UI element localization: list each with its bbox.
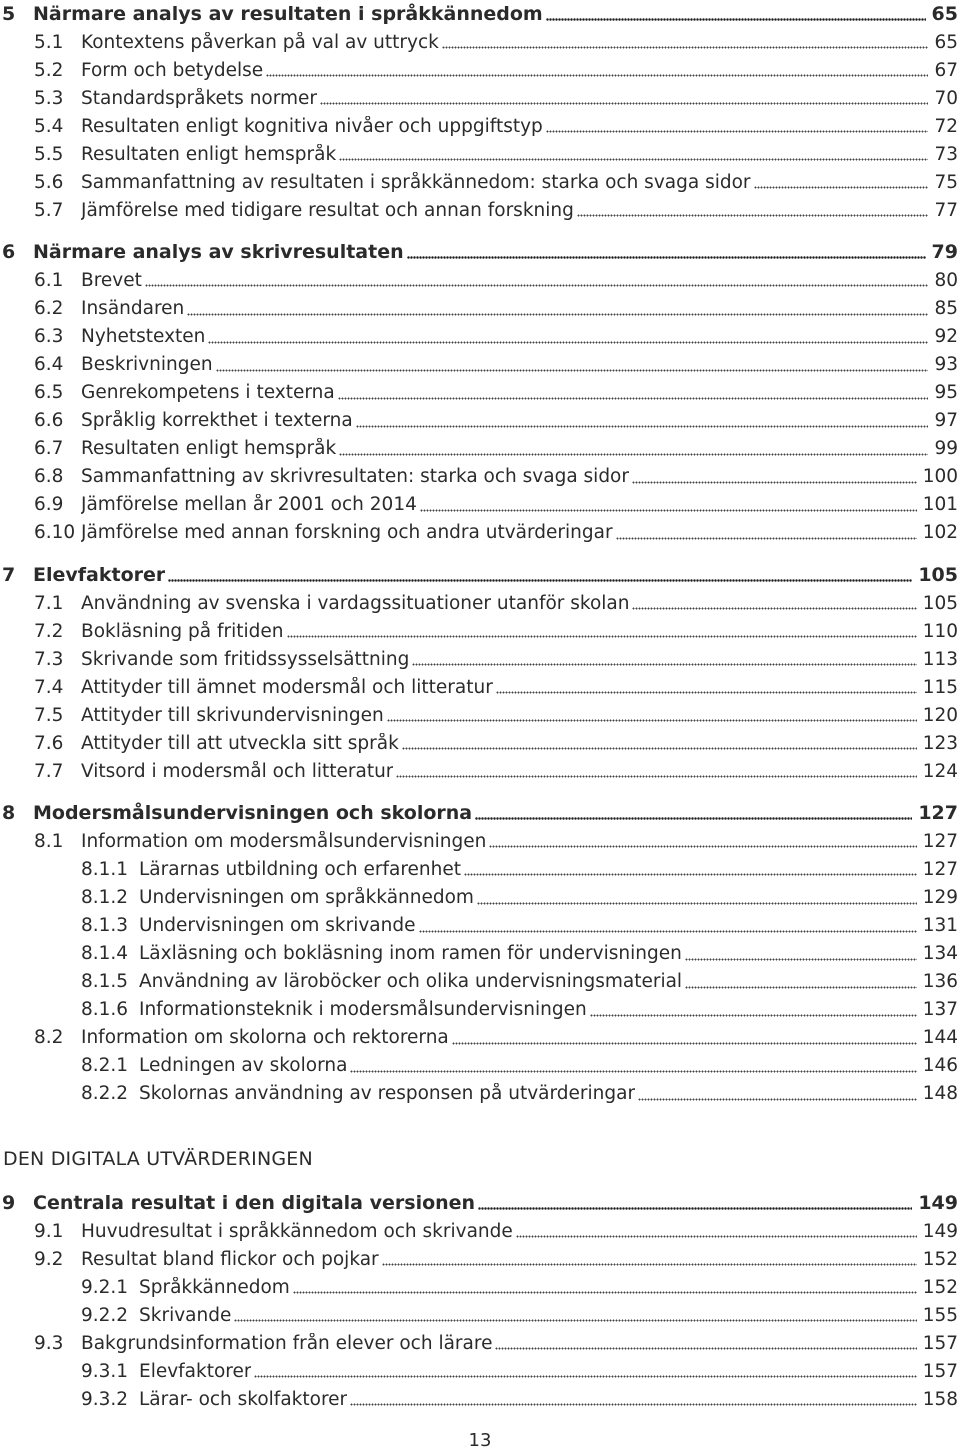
toc-entry-page: 85 [934,298,958,319]
toc-entry[interactable] [0,827,960,855]
toc-entry-title: Centrala resultat i den digitala versionen [33,1192,476,1214]
toc-entry[interactable] [0,323,960,351]
toc-entry-page: 158 [922,1388,958,1410]
toc-leader-dots [489,827,916,855]
toc-entry-title: Sammanfattning av resultaten i språkkännedom: starka och svaga sidor [81,171,751,193]
toc-entry-number: 5.2 [34,59,64,81]
toc-entry-number: 6.5 [34,382,64,404]
toc-entry-page: 102 [922,522,958,544]
toc-entry-title: Huvudresultat i språkkännedom och skrivande [81,1220,513,1242]
toc-entry-page: 73 [934,143,958,165]
toc-entry-page: 129 [922,887,958,908]
toc-leader-dots [442,28,929,56]
toc-leader-dots [254,1357,916,1385]
toc-entry-number: 6.4 [34,354,64,376]
toc-entry-number: 7.2 [34,620,64,642]
toc-entry-title: Resultaten enligt kognitiva nivåer och uppgiftstyp [81,115,543,137]
toc-entry-title: Närmare analys av skrivresultaten [33,241,404,264]
toc-entry-title: Genrekompetens i texterna [81,382,335,404]
toc-leader-dots [350,1385,917,1413]
toc-entry-number: 7.4 [34,676,64,698]
toc-entry[interactable] [0,1385,960,1413]
toc-entry-page: 80 [934,269,958,291]
toc-leader-dots [145,266,929,294]
toc-entry[interactable] [0,701,960,729]
toc-leader-dots [477,884,917,912]
toc-entry-title: Attityder till ämnet modersmål och litteratur [81,676,493,698]
toc-entry[interactable] [0,757,960,785]
toc-entry-page: 92 [934,326,958,348]
toc-entry-page: 149 [922,1220,958,1242]
toc-entry-page: 152 [922,1248,958,1270]
toc-entry-page: 72 [934,115,958,137]
toc-leader-dots [546,0,926,28]
toc-leader-dots [577,196,929,224]
toc-entry-page: 155 [922,1304,958,1326]
toc-entry-number: 6.2 [34,298,64,319]
toc-entry-title: Skrivande som fritidssysselsättning [81,648,410,670]
toc-entry-title: Attityder till att utveckla sitt språk [81,732,399,754]
toc-entry-number: 8.1.5 [81,971,129,993]
toc-entry-title: Undervisningen om skrivande [139,915,416,937]
toc-entry-page: 93 [934,354,958,376]
toc-entry-title: Form och betydelse [81,59,264,81]
toc-entry-page: 65 [934,31,958,53]
toc-leader-dots [452,1024,917,1052]
toc-entry-title: Ledningen av skolorna [139,1055,348,1077]
toc-entry-title: Språkkännedom [139,1276,290,1298]
toc-entry-title: Resultat bland flickor och pojkar [81,1248,379,1270]
toc-entry-title: Bakgrundsinformation från elever och lärare [81,1332,493,1354]
toc-entry-number: 9.2.2 [81,1304,129,1326]
toc-chapter-entry[interactable] [0,238,960,266]
toc-leader-dots [685,968,917,996]
toc-entry-title: Läxläsning och bokläsning inom ramen för undervisningen [139,943,682,965]
toc-entry-page: 149 [918,1192,958,1214]
toc-entry-title: Brevet [81,269,142,291]
toc-entry-title: Resultaten enligt hemspråk [81,438,337,460]
toc-leader-dots [320,84,928,112]
toc-entry-page: 115 [922,676,958,698]
toc-entry-number: 5.5 [34,143,64,165]
toc-entry-title: Beskrivningen [81,354,213,376]
toc-entry[interactable] [0,968,960,996]
toc-entry[interactable] [0,912,960,940]
toc-entry-title: Lärar- och skolfaktorer [139,1388,348,1410]
toc-leader-dots [420,491,917,519]
toc-chapter-entry[interactable] [0,561,960,589]
toc-entry-number: 9.2 [34,1248,64,1270]
toc-entry[interactable] [0,351,960,379]
toc-entry-number: 8.1.4 [81,943,129,965]
toc-entry-number: 5.6 [34,171,64,193]
toc-leader-dots [632,589,916,617]
toc-entry-number: 9.3.1 [81,1360,129,1382]
toc-entry-page: 146 [922,1055,958,1077]
page-number: 13 [468,1430,492,1451]
toc-entry-number: 6.10 [34,522,76,544]
toc-entry-page: 127 [918,802,958,825]
toc-entry-title: Insändaren [81,298,185,319]
toc-entry-title: Användning av svenska i vardagssituationer utanför skolan [81,592,630,614]
toc-entry[interactable] [0,196,960,224]
toc-entry-title: Sammanfattning av skrivresultaten: starka och svaga sidor [81,466,629,488]
toc-entry[interactable] [0,168,960,196]
toc-entry[interactable] [0,1217,960,1245]
toc-entry-page: 70 [934,87,958,109]
toc-entry[interactable] [0,1301,960,1329]
toc-entry-title: Information om modersmålsundervisningen [81,830,487,852]
toc-entry-page: 99 [934,438,958,460]
toc-entry-title: Vitsord i modersmål och litteratur [81,760,394,782]
toc-leader-dots [638,1080,917,1108]
toc-entry-page: 101 [922,494,958,516]
toc-leader-dots [382,1245,917,1273]
toc-chapter-entry[interactable] [0,0,960,28]
toc-entry-title: Användning av läroböcker och olika undervisningsmaterial [139,971,683,993]
toc-entry-page: 152 [922,1276,958,1298]
toc-entry-title: Elevfaktorer [139,1360,252,1382]
toc-entry-title: Nyhetstexten [81,326,206,348]
toc-leader-dots [546,112,929,140]
toc-entry-page: 100 [922,466,958,488]
toc-entry-page: 144 [922,1027,958,1049]
toc-entry-title: Närmare analys av resultaten i språkkännedom [33,3,543,25]
toc-entry[interactable] [0,855,960,883]
toc-entry[interactable] [0,996,960,1024]
toc-entry-page: 136 [922,971,958,993]
toc-entry-page: 113 [922,648,958,670]
toc-leader-dots [338,379,929,407]
toc-entry-number: 8.1.2 [81,887,129,908]
toc-entry-title: Skolornas användning av responsen på utvärderingar [139,1083,636,1105]
toc-entry-title: Information om skolorna och rektorerna [81,1027,449,1049]
toc-leader-dots [495,1329,916,1357]
toc-leader-dots [396,757,916,785]
toc-leader-dots [234,1301,916,1329]
toc-entry-number: 7.6 [34,732,64,754]
toc-leader-dots [339,435,928,463]
toc-entry-title: Jämförelse med tidigare resultat och annan forskning [81,199,574,221]
toc-leader-dots [616,519,917,547]
toc-entry[interactable] [0,589,960,617]
toc-entry-number: 8 [2,802,16,825]
toc-leader-dots [356,407,929,435]
toc-entry-page: 65 [931,3,958,25]
toc-entry-number: 7.7 [34,760,64,782]
toc-entry-title: Elevfaktorer [33,563,166,586]
toc-leader-dots [402,729,917,757]
toc-entry-page: 148 [922,1083,958,1105]
toc-entry[interactable] [0,112,960,140]
toc-entry-title: Resultaten enligt hemspråk [81,143,337,165]
toc-entry[interactable] [0,56,960,84]
toc-entry-number: 9.3 [34,1332,64,1354]
toc-entry-title: Lärarnas utbildning och erfarenhet [139,858,462,880]
toc-entry-number: 8.2 [34,1027,64,1049]
toc-entry-number: 7.5 [34,704,64,726]
toc-leader-dots [387,701,917,729]
toc-entry-title: Språklig korrekthet i texterna [81,410,353,432]
toc-leader-dots [287,617,917,645]
toc-entry-number: 9 [2,1192,16,1214]
toc-entry[interactable] [0,295,960,323]
toc-entry[interactable] [0,1357,960,1385]
toc-entry-page: 157 [922,1332,958,1354]
toc-entry[interactable] [0,645,960,673]
toc-entry-number: 8.1.6 [81,999,129,1021]
toc-entry-number: 7.3 [34,648,64,670]
toc-entry[interactable] [0,407,960,435]
toc-entry-page: 137 [922,999,958,1021]
toc-entry[interactable] [0,884,960,912]
toc-leader-dots [266,56,928,84]
toc-entry-number: 6.6 [34,410,64,432]
toc-entry-number: 6.9 [34,494,64,516]
toc-leader-dots [293,1273,917,1301]
toc-entry-number: 7.1 [34,592,64,614]
toc-leader-dots [208,323,928,351]
toc-entry[interactable] [0,617,960,645]
toc-chapter-entry[interactable] [0,1189,960,1217]
toc-entry-title: Standardspråkets normer [81,87,318,109]
toc-entry[interactable] [0,435,960,463]
toc-entry[interactable] [0,1245,960,1273]
toc-entry-number: 5.4 [34,115,64,137]
toc-entry-title: Modersmålsundervisningen och skolorna [33,802,473,825]
toc-leader-dots [516,1217,917,1245]
toc-chapter-entry[interactable] [0,799,960,827]
toc-leader-dots [632,463,917,491]
toc-entry-page: 97 [934,410,958,432]
toc-entry-title: Bokläsning på fritiden [81,620,284,642]
toc-leader-dots [685,940,917,968]
toc-entry[interactable] [0,463,960,491]
part-heading: DEN DIGITALA UTVÄRDERINGEN [3,1148,313,1170]
toc-leader-dots [754,168,929,196]
toc-entry[interactable] [0,28,960,56]
toc-entry[interactable] [0,940,960,968]
toc-leader-dots [464,855,917,883]
toc-entry-number: 8.1 [34,830,64,852]
toc-entry-page: 110 [922,620,958,642]
toc-entry-number: 8.1.3 [81,915,129,937]
toc-entry-number: 6.7 [34,438,64,460]
toc-entry[interactable] [0,379,960,407]
toc-entry[interactable] [0,266,960,294]
toc-entry[interactable] [0,1024,960,1052]
toc-entry-page: 105 [922,592,958,614]
toc-entry-number: 8.2.1 [81,1055,129,1077]
toc-leader-dots [590,996,917,1024]
toc-leader-dots [478,1189,912,1217]
toc-entry-number: 6.8 [34,466,64,488]
toc-entry-title: Informationsteknik i modersmålsundervisningen [139,999,587,1021]
toc-entry-title: Jämförelse mellan år 2001 och 2014 [81,494,417,516]
toc-leader-dots [216,351,929,379]
toc-entry[interactable] [0,491,960,519]
toc-entry-page: 75 [934,171,958,193]
toc-entry-number: 5 [2,3,16,25]
toc-entry-page: 77 [934,199,958,221]
toc-entry[interactable] [0,519,960,547]
toc-entry-page: 124 [922,760,958,782]
toc-leader-dots [419,912,917,940]
toc-entry-number: 8.2.2 [81,1083,129,1105]
toc-entry-number: 6.1 [34,269,64,291]
toc-entry[interactable] [0,1273,960,1301]
toc-entry-number: 9.2.1 [81,1276,129,1298]
toc-entry-title: Kontextens påverkan på val av uttryck [81,31,439,53]
toc-leader-dots [496,673,917,701]
toc-entry-number: 9.3.2 [81,1388,129,1410]
toc-entry-number: 5.3 [34,87,64,109]
toc-entry-page: 127 [922,830,958,852]
toc-leader-dots [187,295,928,323]
toc-entry-page: 120 [922,704,958,726]
toc-entry-number: 5.7 [34,199,64,221]
toc-entry[interactable] [0,673,960,701]
toc-leader-dots [407,238,926,266]
toc-entry-number: 6 [2,241,16,264]
toc-entry-page: 131 [922,915,958,937]
toc-entry[interactable] [0,1052,960,1080]
toc-entry-page: 123 [922,732,958,754]
toc-entry-page: 157 [922,1360,958,1382]
toc-entry[interactable] [0,1329,960,1357]
toc-entry-title: Jämförelse med annan forskning och andra utvärderingar [81,522,613,544]
toc-entry[interactable] [0,729,960,757]
toc-leader-dots [475,799,912,827]
toc-entry-number: 9.1 [34,1220,64,1242]
toc-leader-dots [350,1052,916,1080]
toc-entry-page: 134 [922,943,958,965]
toc-entry-title: Undervisningen om språkkännedom [139,887,474,908]
toc-entry-title: Skrivande [139,1304,232,1326]
toc-entry-number: 6.3 [34,326,64,348]
toc-leader-dots [412,645,916,673]
toc-entry-number: 8.1.1 [81,858,129,880]
toc-entry-number: 7 [2,563,16,586]
toc-entry-page: 127 [922,858,958,880]
toc-entry[interactable] [0,1080,960,1108]
toc-entry-number: 5.1 [34,31,64,53]
toc-entry-title: Attityder till skrivundervisningen [81,704,384,726]
toc-entry[interactable] [0,140,960,168]
toc-entry[interactable] [0,84,960,112]
toc-leader-dots [168,561,912,589]
toc-entry-page: 67 [934,59,958,81]
toc-entry-page: 95 [934,382,958,404]
toc-entry-page: 105 [918,563,958,586]
toc-leader-dots [339,140,928,168]
toc-entry-page: 79 [931,241,958,264]
